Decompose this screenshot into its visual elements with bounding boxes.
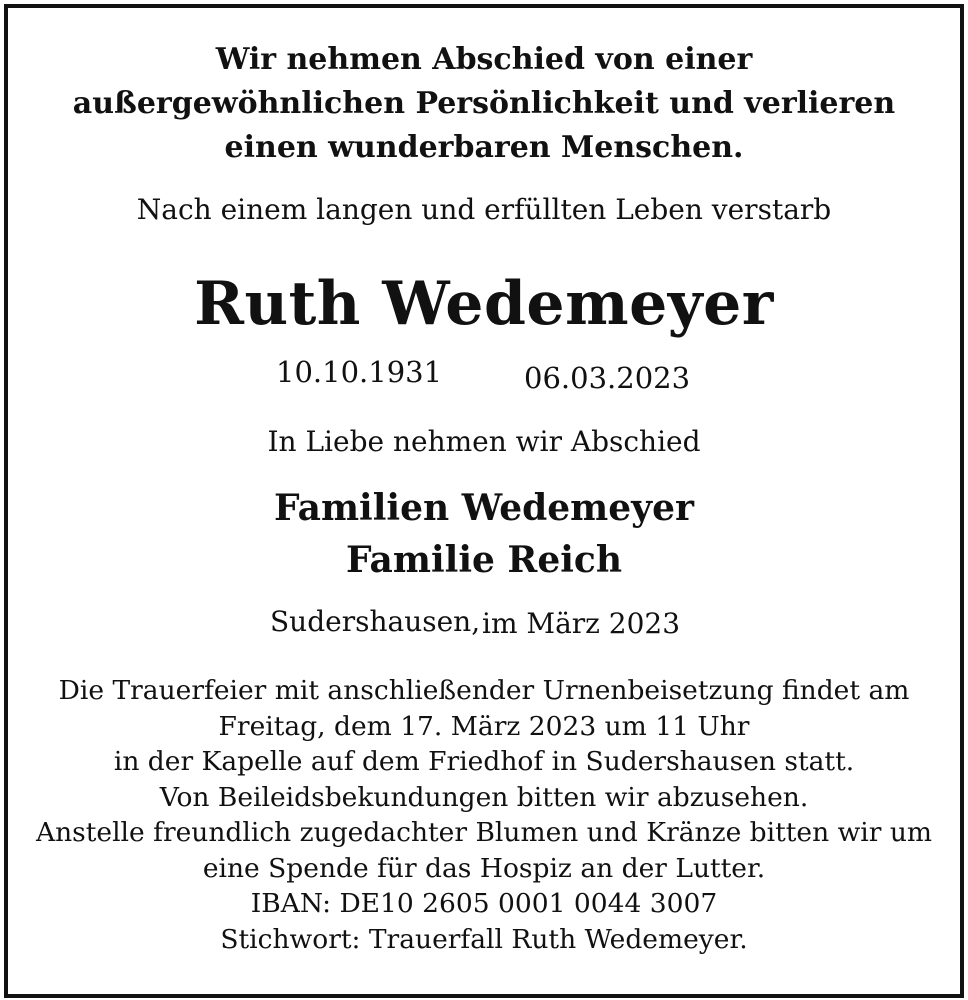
intro-heading: [8, 38, 960, 170]
mourner-family: Familie Reich: [345, 539, 623, 581]
deceased-name: Ruth Wedemeyer: [194, 269, 774, 339]
mourners-list: [8, 482, 960, 586]
birth-date: 10.10.1931: [276, 355, 443, 389]
intro-line-2: außergewöhnlichen Persönlichkeit und verlieren: [72, 86, 896, 121]
notice-line: Freitag, dem 17. März 2023 um 11 Uhr: [218, 710, 750, 742]
notice-line: in der Kapelle auf dem Friedhof in Sudershausen statt.: [113, 746, 855, 777]
notice-line: Die Trauerfeier mit anschließender Urnenbeisetzung findet am: [58, 675, 910, 706]
farewell-text: In Liebe nehmen wir Abschied: [267, 425, 701, 458]
iban-line: IBAN: DE10 2605 0001 0044 3007: [250, 888, 718, 919]
place-city: Sudershausen,: [270, 605, 481, 638]
notice-line: Von Beileidsbekundungen bitten wir abzusehen.: [159, 781, 809, 813]
intro-line-3: einen wunderbaren Menschen.: [224, 130, 744, 165]
funeral-notice: [8, 673, 960, 957]
keyword-line: Stichwort: Trauerfall Ruth Wedemeyer.: [220, 923, 748, 955]
notice-line: eine Spende für das Hospiz an der Lutter.: [202, 852, 766, 884]
obituary-frame: [4, 4, 964, 998]
mourner-family: Familien Wedemeyer: [274, 487, 694, 529]
notice-line: Anstelle freundlich zugedachter Blumen und Kränze bitten wir um: [35, 817, 933, 848]
place-month: im März 2023: [482, 607, 681, 640]
death-date: 06.03.2023: [524, 361, 691, 395]
lead-text: Nach einem langen und erfüllten Leben verstarb: [136, 193, 832, 226]
intro-line-1: Wir nehmen Abschied von einer: [215, 42, 753, 77]
